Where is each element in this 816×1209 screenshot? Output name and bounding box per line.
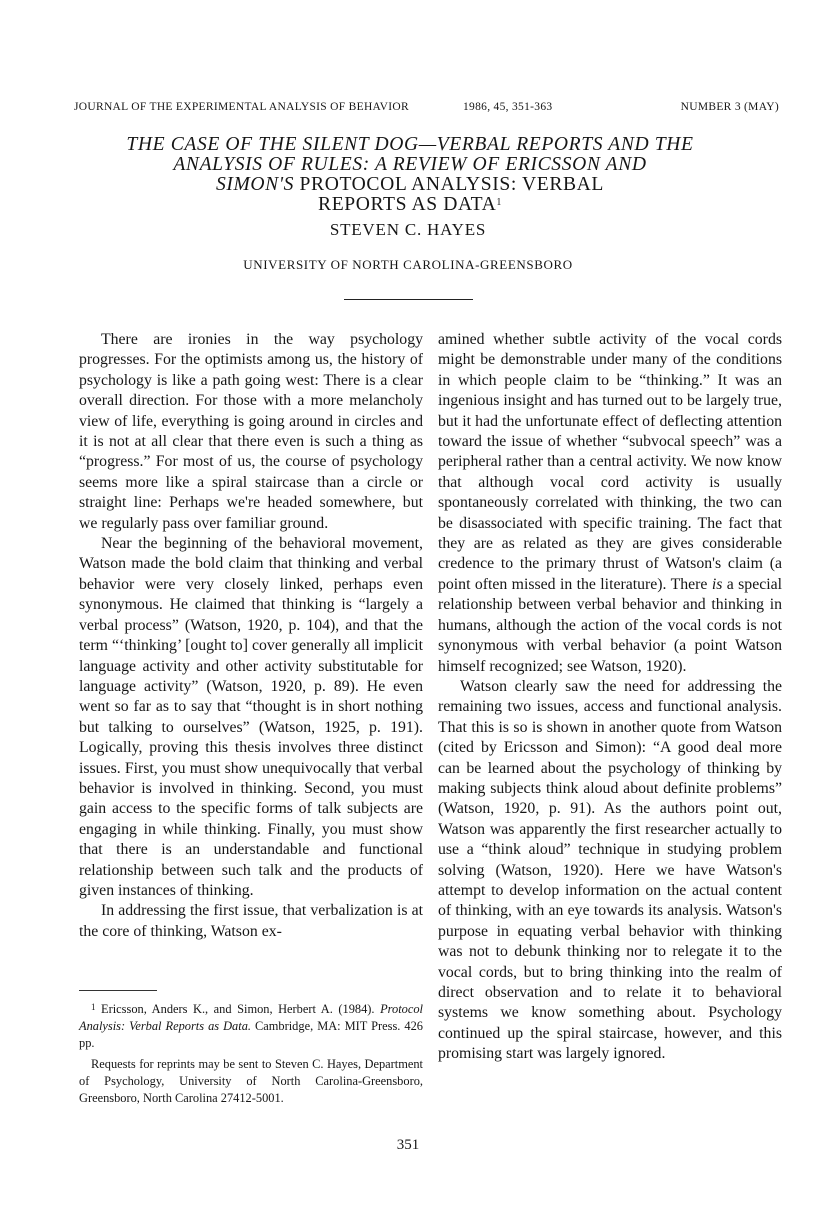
title-line-4-text: REPORTS AS DATA — [318, 194, 497, 215]
title-line-3 — [100, 175, 720, 195]
footnote-1 — [79, 1001, 423, 1052]
title-footnote-mark: 1 — [496, 197, 502, 208]
footnotes — [79, 1001, 423, 1111]
author: STEVEN C. HAYES — [329, 220, 487, 239]
footnote-1-book-title: Protocol Analysis: Verbal Reports as Data. — [79, 1002, 423, 1033]
paragraph-3-continued — [438, 330, 782, 677]
footnote-1-authors: Ericsson, Anders K., and Simon, Herbert A. (1984). — [101, 1002, 375, 1016]
title-line-1: THE CASE OF THE SILENT DOG—VERBAL REPORTS AND THE — [126, 134, 694, 155]
running-header — [74, 101, 779, 117]
title-line-3-italic: SIMON'S — [215, 174, 295, 195]
left-column — [79, 330, 423, 980]
footnote-1-mark: 1 — [91, 1002, 96, 1012]
citation: 1986, 45, 351-363 — [463, 101, 553, 113]
footnote-1-publisher: Cambridge, MA: MIT Press. 426 pp. — [79, 1019, 423, 1050]
paragraph-3-part-b: a special relationship between verbal behavior and thinking in humans, although the action of the vocal cords is not synonymous with verbal behavior (a point Watson himself recognized; see Watson, 1920). — [438, 575, 783, 675]
paragraph-2: Near the beginning of the behavioral movement, Watson made the bold claim that thinking and verbal behavior were very closely linked, perhaps even synonymous. He claimed that thinking is “largely a verbal process” (Watson, 1920, p. 104), and that the term “‘thinking’ [ought to] cover generally all implicit language activity and other activity substitutable for language activity” (Watson, 1920, p. 89). He even went so far as to say that “thought is in short nothing but talking to ourselves” (Watson, 1925, p. 191). Logically, proving this thesis involves three distinct issues. First, you must show unequivocally that verbal behavior is involved in thinking. Second, you must gain access to the specific forms of talk subjects are engaging in while thinking. Finally, you must show that there is an understandable and functional relationship between such talk and the products of given instances of thinking. — [79, 535, 423, 899]
emphasis-is: is — [711, 575, 723, 593]
right-column — [438, 330, 782, 1065]
affiliation: UNIVERSITY OF NORTH CAROLINA-GREENSBORO — [243, 257, 573, 272]
paragraph-3: In addressing the first issue, that verbalization is at the core of thinking, Watson ex- — [79, 902, 423, 940]
title-divider — [344, 299, 473, 300]
paragraph-4: Watson clearly saw the need for addressing the remaining two issues, access and functional analysis. That this is so is shown in another quote from Watson (cited by Ericsson and Simon): “A good deal more can be learned about the psychology of thinking by making subjects think aloud about definite problems” (Watson, 1920, p. 91). As the authors point out, Watson was apparently the first researcher actually to use a “think aloud” technique in studying problem solving (Watson, 1920). Here we have Watson's attempt to develop information on the actual content of thinking, with an eye towards its analysis. Watson's purpose in equating verbal behavior with thinking was not to debunk thinking nor to relegate it to the vocal cords, but to bring thinking into the realm of direct observation and to relate it to behavioral systems we know something about. Psychology continued up the spiral staircase, however, and this promising start was largely ignored. — [438, 677, 782, 1063]
paragraph-3-part-a: amined whether subtle activity of the vocal cords might be demonstrable under many of the conditions in which people claim to be “thinking.” It was an ingenious insight and has turned out to be largely true, but it had the unfortunate effect of deflecting attention toward the issue of whether “subvocal speech” was a peripheral rather than a central activity. We now know that although vocal cord activity is usually spontaneously correlated with thinking, the two can be disassociated with specific training. The fact that they are as related as they are gives considerable credence to the primary thrust of Watson's claim (a point often missed in the literature). There — [438, 331, 782, 593]
footnote-divider — [79, 990, 157, 991]
title-line-4 — [100, 195, 720, 215]
page-number: 351 — [396, 1137, 420, 1153]
title-line-3-book: PROTOCOL ANALYSIS: VERBAL — [299, 174, 604, 195]
journal-name: JOURNAL OF THE EXPERIMENTAL ANALYSIS OF BEHAVIOR — [74, 101, 409, 113]
reprint-request: Requests for reprints may be sent to Steven C. Hayes, Department of Psychology, University of North Carolina-Greensboro, Greensboro, North Carolina 27412-5001. — [79, 1057, 423, 1105]
title-line-2: ANALYSIS OF RULES: A REVIEW OF ERICSSON AND — [173, 154, 647, 175]
paragraph-1: There are ironies in the way psychology progresses. For the optimists among us, the history of psychology is like a path going west: There is a clear overall direction. For those with a more melancholy view of life, everything is going around in circles and it is not at all clear that there even is such a thing as “progress.” For most of us, the course of psychology seems more like a spiral staircase than a circle or straight line: Perhaps we're headed somewhere, but we regularly pass over familiar ground. — [79, 331, 423, 532]
article-title — [100, 135, 720, 215]
issue-number: NUMBER 3 (MAY) — [680, 101, 779, 113]
